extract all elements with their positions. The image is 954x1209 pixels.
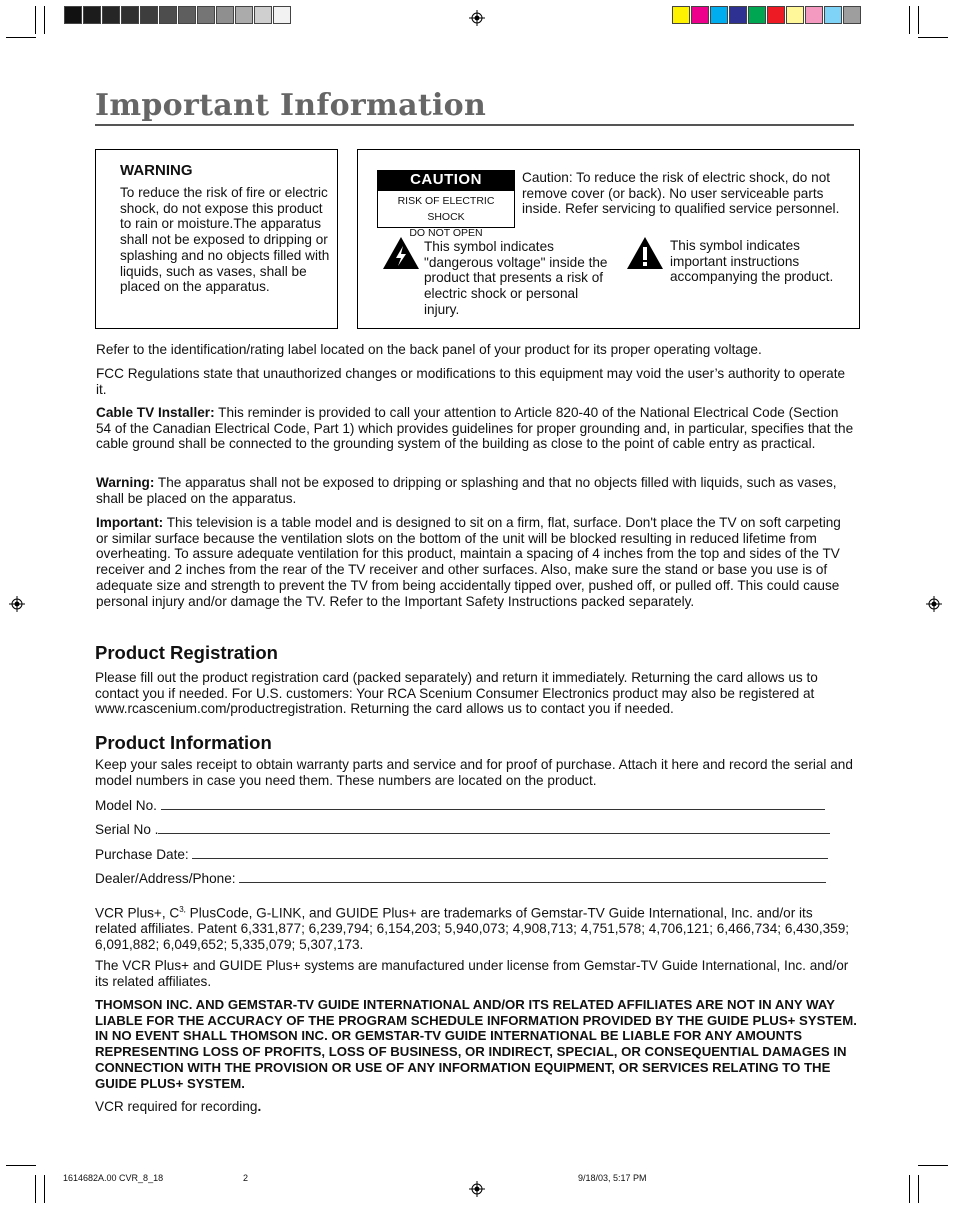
color-swatch <box>843 6 861 24</box>
purchase-date-field[interactable] <box>95 846 828 862</box>
crop-mark <box>918 1165 948 1166</box>
color-swatch <box>691 6 709 24</box>
crop-mark <box>918 37 948 38</box>
crop-mark <box>909 1175 910 1203</box>
exclamation-triangle-icon <box>626 236 664 270</box>
color-swatch <box>235 6 253 24</box>
color-swatch <box>159 6 177 24</box>
registration-mark-icon <box>926 596 942 612</box>
color-swatch <box>805 6 823 24</box>
voltage-paragraph: Refer to the identification/rating label located on the back panel of your product for its proper operating voltage. <box>96 342 762 357</box>
crop-mark <box>918 6 919 34</box>
crop-mark <box>35 1175 36 1203</box>
model-number-line[interactable] <box>161 797 825 810</box>
serial-number-line[interactable] <box>158 821 830 834</box>
color-swatch <box>197 6 215 24</box>
color-swatch <box>786 6 804 24</box>
caution-label: CAUTION <box>377 170 515 190</box>
warning-paragraph <box>96 475 856 506</box>
caution-sub-line2: DO NOT OPEN <box>409 227 483 239</box>
cable-installer-label: Cable TV Installer: <box>96 405 215 420</box>
registration-mark-icon <box>9 596 25 612</box>
color-swatch <box>64 6 82 24</box>
title-rule <box>95 124 854 126</box>
serial-number-label: Serial No . <box>95 822 159 837</box>
footer-file: 1614682A.00 CVR_8_18 <box>63 1173 164 1183</box>
color-swatch <box>140 6 158 24</box>
dealer-label: Dealer/Address/Phone: <box>95 871 236 886</box>
dealer-field[interactable] <box>95 870 826 886</box>
color-swatch <box>83 6 101 24</box>
product-info-heading: Product Information <box>95 732 272 753</box>
color-swatch <box>178 6 196 24</box>
fcc-paragraph: FCC Regulations state that unauthorized changes or modifications to this equipment may void the user’s authority to operate it. <box>96 366 846 397</box>
vcr-note <box>95 1099 855 1115</box>
serial-number-field[interactable] <box>95 821 830 837</box>
crop-mark <box>918 1175 919 1203</box>
vcr-note-text: VCR required for recording <box>95 1099 258 1114</box>
instructions-symbol-text: This symbol indicates important instructions accompanying the product. <box>670 238 834 285</box>
lightning-triangle-icon <box>382 236 420 270</box>
footer-date: 9/18/03, 5:17 PM <box>578 1173 647 1183</box>
caution-sub-line1: RISK OF ELECTRIC SHOCK <box>397 195 495 223</box>
crop-mark <box>6 1165 36 1166</box>
warning-box <box>95 149 338 329</box>
dealer-line[interactable] <box>239 870 826 883</box>
crop-mark <box>44 6 45 34</box>
color-swatch <box>216 6 234 24</box>
registration-mark-icon <box>469 1181 485 1197</box>
color-swatch <box>102 6 120 24</box>
warning-heading: WARNING <box>120 162 193 179</box>
trademark-text-b: PlusCode, G-LINK, and GUIDE Plus+ are trademarks of Gemstar-TV Guide International, Inc. and/or its related affiliates. Patent 6,331,877; 6,239,794; 6,154,203; 5,940,073; 4,908,713; 4,751,578; 4,706,121; 6,466,734; 6,430,359; 6,091,882; 6,049,652; 5,335,079; 5,307,173. <box>95 905 850 952</box>
trademark-sup: 3, <box>179 905 186 914</box>
important-text: This television is a table model and is designed to sit on a firm, flat, surface. Don't place the TV on soft carpeting or similar surface because the ventilation slots on the bottom of the unit will be blocked resulting in reduced lifetime from overheating. To assure adequate ventilation for this product, maintain a spacing of 4 inches from the top and sides of the TV receiver and 2 inches from the rear of the TV receiver and other surfaces. Also, make sure the stand or base you use is of adequate size and strength to prevent the TV from being accidentally tipped over, pushed off, or pulled off. This could cause personal injury and/or damage the TV. Refer to the Important Safety Instructions packed separately. <box>96 515 841 609</box>
purchase-date-line[interactable] <box>192 846 828 859</box>
important-label: Important: <box>96 515 164 530</box>
warning-paragraph-text: The apparatus shall not be exposed to dripping or splashing and that no objects filled with liquids, such as vases, shall be placed on the apparatus. <box>96 475 837 506</box>
color-swatch <box>767 6 785 24</box>
grayscale-bar <box>64 6 292 24</box>
purchase-date-label: Purchase Date: <box>95 847 189 862</box>
product-info-text: Keep your sales receipt to obtain warranty parts and service and for proof of purchase. Attach it here and record the serial and model numbers in case you need them. These numbers are located on the product. <box>95 757 853 788</box>
footer-page: 2 <box>243 1173 249 1183</box>
vcr-note-period: . <box>257 1099 262 1114</box>
disclaimer-paragraph: THOMSON INC. AND GEMSTAR-TV GUIDE INTERNATIONAL AND/OR ITS RELATED AFFILIATES ARE NOT IN ANY WAY LIABLE FOR THE ACCURACY OF THE PROGRAM SCHEDULE INFORMATION PROVIDED BY THE GUIDE PLUS+ SYSTEM. IN NO EVENT SHALL THOMSON INC. OR GEMSTAR-TV GUIDE INTERNATIONAL BE LIABLE FOR ANY AMOUNTS REPRESENTING LOSS OF PROFITS, LOSS OF BUSINESS, OR INDIRECT, SPECIAL, OR CONSEQUENTIAL DAMAGES IN CONNECTION WITH THE PROVISION OR USE OF ANY INFORMATION EQUIPMENT, OR SERVICES RELATING TO THE GUIDE PLUS+ SYSTEM. <box>95 997 857 1091</box>
crop-mark <box>909 6 910 34</box>
warning-label: Warning: <box>96 475 155 490</box>
color-swatch <box>710 6 728 24</box>
color-bar <box>672 6 862 24</box>
crop-mark <box>44 1175 45 1203</box>
voltage-symbol-text: This symbol indicates "dangerous voltage" inside the product that presents a risk of electric shock or personal injury. <box>424 239 608 317</box>
color-swatch <box>121 6 139 24</box>
registration-mark-icon <box>469 10 485 26</box>
color-swatch <box>273 6 291 24</box>
model-number-label: Model No. <box>95 798 157 813</box>
registration-text: Please fill out the product registration card (packed separately) and return it immediately. Returning the card allows us to contact you if needed. For U.S. customers: Your RCA Scenium Consumer Electronics product may also be registered at www.rcascenium.com/productregistration. Returning the card allows us to contact you if needed. <box>95 670 818 717</box>
model-number-field[interactable] <box>95 797 825 813</box>
license-paragraph: The VCR Plus+ and GUIDE Plus+ systems are manufactured under license from Gemstar-TV Guide International, Inc. and/or its related affiliates. <box>95 958 849 989</box>
trademark-paragraph <box>95 902 855 953</box>
color-swatch <box>672 6 690 24</box>
registration-heading: Product Registration <box>95 642 278 663</box>
caution-sublabel <box>377 190 515 239</box>
page-title: Important Information <box>95 88 487 123</box>
crop-mark <box>6 37 36 38</box>
color-swatch <box>254 6 272 24</box>
warning-text: To reduce the risk of fire or electric shock, do not expose this product to rain or moisture.The apparatus shall not be exposed to dripping or splashing and no objects filled with liquids, such as vases, shall be placed on the apparatus. <box>120 185 330 295</box>
trademark-text-a: VCR Plus+, C <box>95 905 180 921</box>
crop-mark <box>35 6 36 34</box>
color-swatch <box>729 6 747 24</box>
caution-text: Caution: To reduce the risk of electric shock, do not remove cover (or back). No user serviceable parts inside. Refer servicing to qualified service personnel. <box>522 170 840 217</box>
cable-installer-paragraph <box>96 405 856 452</box>
important-paragraph <box>96 515 856 609</box>
cable-installer-text: This reminder is provided to call your attention to Article 820-40 of the National Electrical Code (Section 54 of the Canadian Electrical Code, Part 1) which provides guidelines for proper grounding and, in particular, specifies that the cable ground shall be connected to the grounding system of the building as close to the point of cable entry as practical. <box>96 405 854 452</box>
color-swatch <box>748 6 766 24</box>
color-swatch <box>824 6 842 24</box>
